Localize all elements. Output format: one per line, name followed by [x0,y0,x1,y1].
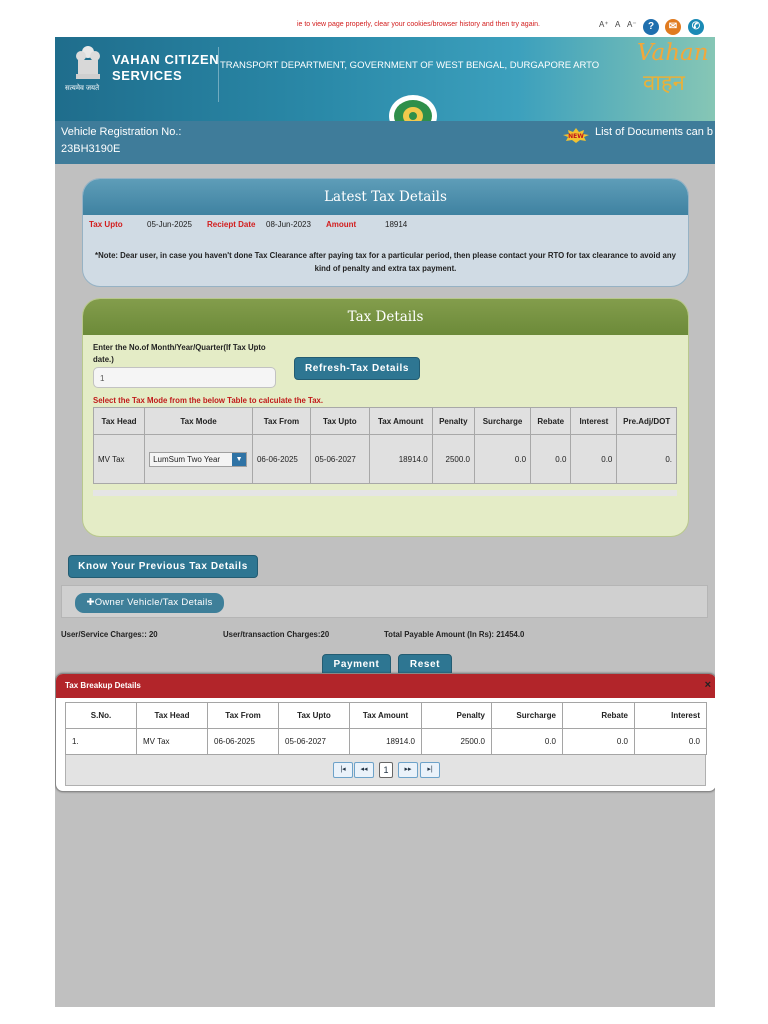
col-tax-upto: Tax Upto [310,408,369,435]
breakup-table-container [65,702,706,786]
receipt-date-value: 08-Jun-2023 [266,220,311,229]
next-page-button[interactable]: ▸▸ [398,762,418,778]
owner-details-section [61,585,708,618]
period-count-input[interactable]: 1 [93,367,276,388]
tax-upto-value: 05-Jun-2025 [147,220,192,229]
header-divider [218,47,219,102]
tax-table-header [94,408,677,435]
col-pre-adj: Pre.Adj/DOT [617,408,677,435]
col-tax-from: Tax From [208,703,279,729]
table-row [66,729,707,755]
cell-tax-mode [145,435,253,484]
col-surcharge: Surcharge [492,703,563,729]
cell-surcharge: 0.0 [492,729,563,755]
col-tax-mode: Tax Mode [145,408,253,435]
brand-line-2: SERVICES [112,68,183,83]
total-payable-amount: Total Payable Amount (In Rs): 21454.0 [384,630,525,639]
amount-value: 18914 [385,220,408,229]
mail-icon[interactable]: ✉ [665,19,681,35]
tax-details-panel [82,298,689,537]
col-surcharge: Surcharge [475,408,531,435]
new-badge-label: NEW [568,133,584,140]
breakup-table-header [66,703,707,729]
owner-details-toggle[interactable] [75,593,224,613]
cell-interest: 0.0 [635,729,707,755]
tax-mode-selected: LumSum Two Year [153,454,221,464]
new-badge-icon [563,128,589,143]
table-row [94,435,677,484]
department-name: TRANSPORT DEPARTMENT, GOVERNMENT OF WEST BENGAL, DURGAPORE ARTO [220,60,600,71]
latest-tax-panel [82,178,689,287]
cell-tax-upto: 05-06-2027 [310,435,369,484]
breakup-table [65,702,707,755]
documents-marquee[interactable]: List of Documents can b [595,126,714,138]
col-penalty: Penalty [432,408,474,435]
payment-button[interactable]: Payment [322,654,391,676]
refresh-tax-button[interactable]: Refresh-Tax Details [294,357,420,380]
help-icon[interactable]: ? [643,19,659,35]
registration-bar [55,121,715,164]
phone-icon[interactable]: ✆ [688,19,704,35]
close-icon[interactable]: × [704,679,711,691]
prev-page-button[interactable]: ◂◂ [354,762,374,778]
col-interest: Interest [571,408,617,435]
brand-title[interactable] [112,52,219,84]
cell-penalty: 2500.0 [432,435,474,484]
col-interest: Interest [635,703,707,729]
cell-tax-head: MV Tax [94,435,145,484]
cell-tax-from: 06-06-2025 [252,435,310,484]
cell-rebate: 0.0 [531,435,571,484]
brand-line-1: VAHAN CITIZEN [112,52,220,67]
font-normal-button[interactable]: A [615,20,621,29]
col-sno: S.No. [66,703,137,729]
vahan-logo [635,40,711,108]
user-service-charges: User/Service Charges:: 20 [61,630,158,639]
vahan-logo-en: Vahan [637,40,709,66]
previous-tax-button[interactable]: Know Your Previous Tax Details [68,555,258,578]
amount-label: Amount [326,220,357,229]
col-penalty: Penalty [422,703,492,729]
dialog-title: Tax Breakup Details [56,674,715,698]
chevron-down-icon[interactable]: ▼ [232,453,246,466]
registration-number: 23BH3190E [61,143,121,155]
tax-breakup-dialog [55,673,715,792]
site-header [55,37,715,121]
tax-upto-label: Tax Upto [89,220,123,229]
tax-mode-select[interactable] [149,452,247,467]
receipt-date-label: Reciept Date [207,220,256,229]
last-page-button[interactable]: ▸| [420,762,440,778]
col-tax-amount: Tax Amount [369,408,432,435]
cell-tax-amount: 18914.0 [350,729,422,755]
font-decrease-button[interactable]: A⁻ [627,20,637,29]
vahan-logo-hi: वाहन [643,71,685,96]
cell-tax-amount: 18914.0 [369,435,432,484]
col-tax-head: Tax Head [137,703,208,729]
cell-surcharge: 0.0 [475,435,531,484]
current-page: 1 [379,762,393,778]
tax-mode-hint: Select the Tax Mode from the below Table to calculate the Tax. [93,396,324,405]
first-page-button[interactable]: |◂ [333,762,353,778]
period-input-label: Enter the No.of Month/Year/Quarter(If Tax Upto date.) [93,343,266,364]
tax-table-container[interactable] [93,407,677,496]
cell-tax-head: MV Tax [137,729,208,755]
user-transaction-charges: User/transaction Charges:20 [223,630,330,639]
reset-button[interactable]: Reset [398,654,452,676]
latest-tax-title: Latest Tax Details [83,179,688,215]
col-tax-from: Tax From [252,408,310,435]
tax-table [93,407,677,484]
col-tax-amount: Tax Amount [350,703,422,729]
emblem-motto: सत्यमेव जयते [65,85,100,92]
cookie-warning: ie to view page properly, clear your cookies/browser history and then try again. [296,21,540,28]
cell-tax-from: 06-06-2025 [208,729,279,755]
col-rebate: Rebate [563,703,635,729]
font-increase-button[interactable]: A⁺ [599,20,609,29]
cell-sno: 1. [66,729,137,755]
cell-rebate: 0.0 [563,729,635,755]
top-strip [55,17,715,37]
cell-interest: 0.0 [571,435,617,484]
cell-penalty: 2500.0 [422,729,492,755]
col-tax-upto: Tax Upto [279,703,350,729]
cell-tax-upto: 05-06-2027 [279,729,350,755]
tax-details-title: Tax Details [83,299,688,335]
owner-details-label: Owner Vehicle/Tax Details [94,597,213,608]
col-tax-head: Tax Head [94,408,145,435]
horizontal-scrollbar[interactable] [93,490,513,496]
registration-label: Vehicle Registration No.: [61,126,182,138]
cell-pre-adj: 0. [617,435,677,484]
page-container [55,17,715,1007]
plus-icon: ✚ [86,597,95,608]
col-rebate: Rebate [531,408,571,435]
tax-clearance-note: *Note: Dear user, in case you haven't done Tax Clearance after paying tax for a particular period, then please contact your RTO for tax clearance to avoid any kind of penalty and extra tax payment. [95,251,676,273]
